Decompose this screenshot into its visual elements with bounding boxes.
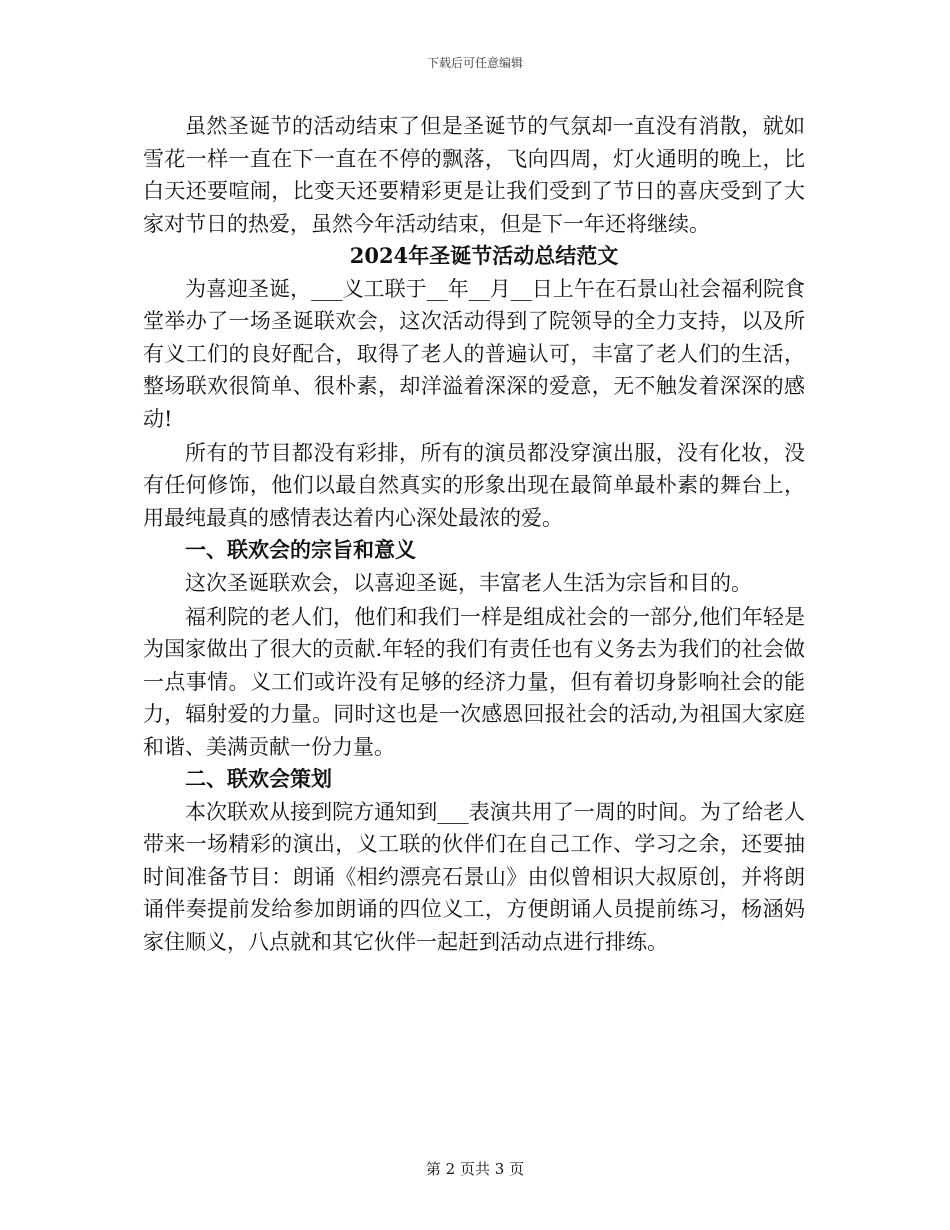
document-title: 2024年圣诞节活动总结范文 — [349, 243, 619, 268]
document-body — [143, 110, 805, 958]
body-paragraph: 所有的节目都没有彩排，所有的演员都没穿演出服，没有化妆，没有任何修饰，他们以最自然真实的形象出现在最简单最朴素的舞台上，用最纯最真的感情表达着内心深处最浓的爱。 — [143, 440, 805, 530]
body-paragraph: 这次圣诞联欢会，以喜迎圣诞，丰富老人生活为宗旨和目的。 — [185, 570, 752, 595]
body-paragraph: 本次联欢从接到院方通知到___表演共用了一周的时间。为了给老人带来一场精彩的演出，义工联的伙伴们在自己工作、学习之余，还要抽时间准备节目：朗诵《相约漂亮石景山》由似曾相识大叔原创，并将朗诵伴奏提前发给参加朗诵的四位义工，方便朗诵人员提前练习，杨涵妈家住顺义，八点就和其它伙伴一起赶到活动点进行排练。 — [143, 799, 805, 954]
section-heading: 一、联欢会的宗旨和意义 — [185, 537, 416, 562]
page-number: 第 2 页共 3 页 — [425, 1160, 525, 1178]
intro-paragraph: 虽然圣诞节的活动结束了但是圣诞节的气氛却一直没有消散，就如雪花一样一直在下一直在不停的飘落，飞向四周，灯火通明的晚上，比白天还要喧闹，比变天还要精彩更是让我们受到了节日的喜庆受到了大家对节日的热爱，虽然今年活动结束，但是下一年还将继续。 — [143, 114, 805, 236]
section-heading: 二、联欢会策划 — [185, 766, 332, 791]
header-note: 下载后可任意编辑 — [426, 56, 523, 70]
body-paragraph: 为喜迎圣诞，___义工联于__年__月__日上午在石景山社会福利院食堂举办了一场圣诞联欢会，这次活动得到了院领导的全力支持，以及所有义工们的良好配合，取得了老人的普遍认可，丰富了老人们的生活，整场联欢很简单、很朴素，却洋溢着深深的爱意，无不触发着深深的感动! — [143, 276, 805, 431]
body-paragraph: 福利院的老人们，他们和我们一样是组成社会的一部分,他们年轻是为国家做出了很大的贡献.年轻的我们有责任也有义务去为我们的社会做一点事情。义工们或许没有足够的经济力量，但有着切身影响社会的能力，辐射爱的力量。同时这也是一次感恩回报社会的活动,为祖国大家庭和谐、美满贡献一份力量。 — [143, 604, 805, 759]
